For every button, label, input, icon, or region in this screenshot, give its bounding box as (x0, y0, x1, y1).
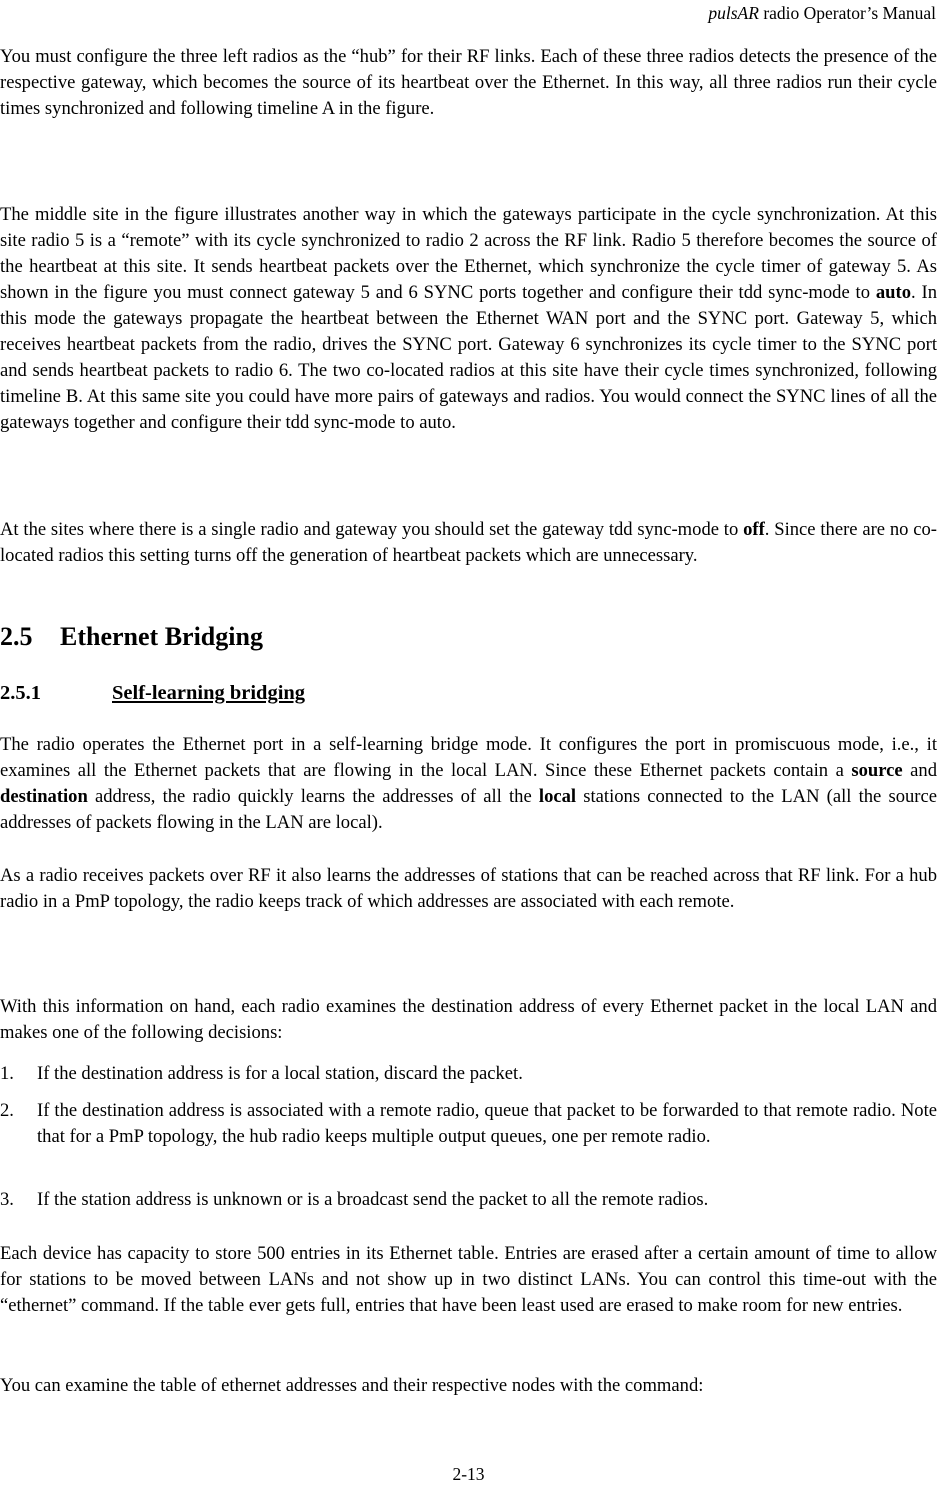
header-title: radio Operator’s Manual (758, 3, 936, 23)
list-item-number: 1. (0, 1063, 14, 1084)
list-item (0, 1187, 937, 1213)
list-item-number: 3. (0, 1189, 14, 1210)
keyword-auto: auto (875, 282, 912, 303)
keyword-local: local (538, 786, 577, 807)
section-title: Ethernet Bridging (60, 622, 263, 651)
list-item-text: If the station address is unknown or is a broadcast send the packet to all the remote radios. (37, 1189, 709, 1210)
paragraph-self-learning: The radio operates the Ethernet port in a self-learning bridge mode. It configures the port in promiscuous mode, i.e., it examines all the Ethernet packets that are flowing in the local LAN. Since these Ethernet packets contain a source and destination address, the radio quickly learns the addresses of all the local stations connected to the LAN (all the source addresses of packets flowing in the LAN are local). (0, 734, 937, 833)
paragraph-single-radio-sites: At the sites where there is a single radio and gateway you should set the gateway tdd sync-mode to off. Since there are no co-located radios this setting turns off the generation of heartbeat packets which are unnecessary. (0, 519, 937, 566)
keyword-source: source (851, 760, 903, 781)
list-item-text: If the destination address is associated with a remote radio, queue that packet to be forwarded to that remote radio. Note that for a PmP topology, the hub radio keeps multiple output queues, one per remote radio. (37, 1100, 937, 1147)
keyword-destination: destination (0, 786, 88, 807)
subsection-heading (0, 679, 305, 707)
list-item-text: If the destination address is for a local station, discard the packet. (37, 1063, 523, 1084)
keyword-off: off (743, 519, 765, 540)
list-item-number: 2. (0, 1100, 14, 1121)
header-product-name: pulsAR (708, 3, 759, 23)
running-header (708, 2, 936, 24)
paragraph-examine-table: You can examine the table of ethernet addresses and their respective nodes with the command: (0, 1375, 704, 1396)
paragraph-decisions-intro: With this information on hand, each radio examines the destination address of every Ethernet packet in the local LAN and makes one of the following decisions: (0, 996, 937, 1043)
page-number: 2-13 (452, 1464, 485, 1484)
paragraph-ethernet-table: Each device has capacity to store 500 entries in its Ethernet table. Entries are erased after a certain amount of time to allow for stations to be moved between LANs and not show up in two distinct LANs. You can control this time-out with the “ethernet” command. If the table ever gets full, entries that have been least used are erased to make room for new entries. (0, 1243, 937, 1316)
paragraph-middle-site: The middle site in the figure illustrates another way in which the gateways participate in the cycle synchronization. At this site radio 5 is a “remote” with its cycle synchronized to radio 2 across the RF link. Radio 5 therefore becomes the source of the heartbeat at this site. It sends heartbeat packets over the Ethernet, which synchronize the cycle timer of gateway 5. As shown in the figure you must connect gateway 5 and 6 SYNC ports together and configure their tdd sync-mode to auto. In this mode the gateways propagate the heartbeat between the Ethernet WAN port and the SYNC port. Gateway 5, which receives heartbeat packets from the radio, drives the SYNC port. Gateway 6 synchronizes its cycle timer to the SYNC port and sends heartbeat packets to radio 6. The two co-located radios at this site have their cycle times synchronized, following timeline B. At this same site you could have more pairs of gateways and radios. You would connect the SYNC lines of all the gateways together and configure their tdd sync-mode to auto. (0, 204, 937, 433)
subsection-number: 2.5.1 (0, 682, 41, 704)
list-item (0, 1061, 937, 1087)
subsection-title: Self-learning bridging (112, 682, 306, 704)
section-heading (0, 620, 263, 654)
list-item (0, 1098, 937, 1150)
paragraph-rf-learning: As a radio receives packets over RF it also learns the addresses of stations that can be reached across that RF link. For a hub radio in a PmP topology, the radio keeps track of which addresses are associated with each remote. (0, 865, 937, 912)
section-number: 2.5 (0, 622, 33, 651)
paragraph-hub-radios: You must configure the three left radios as the “hub” for their RF links. Each of these three radios detects the presence of the respective gateway, which becomes the source of its heartbeat over the Ethernet. In this way, all three radios run their cycle times synchronized and following timeline A in the figure. (0, 46, 937, 119)
